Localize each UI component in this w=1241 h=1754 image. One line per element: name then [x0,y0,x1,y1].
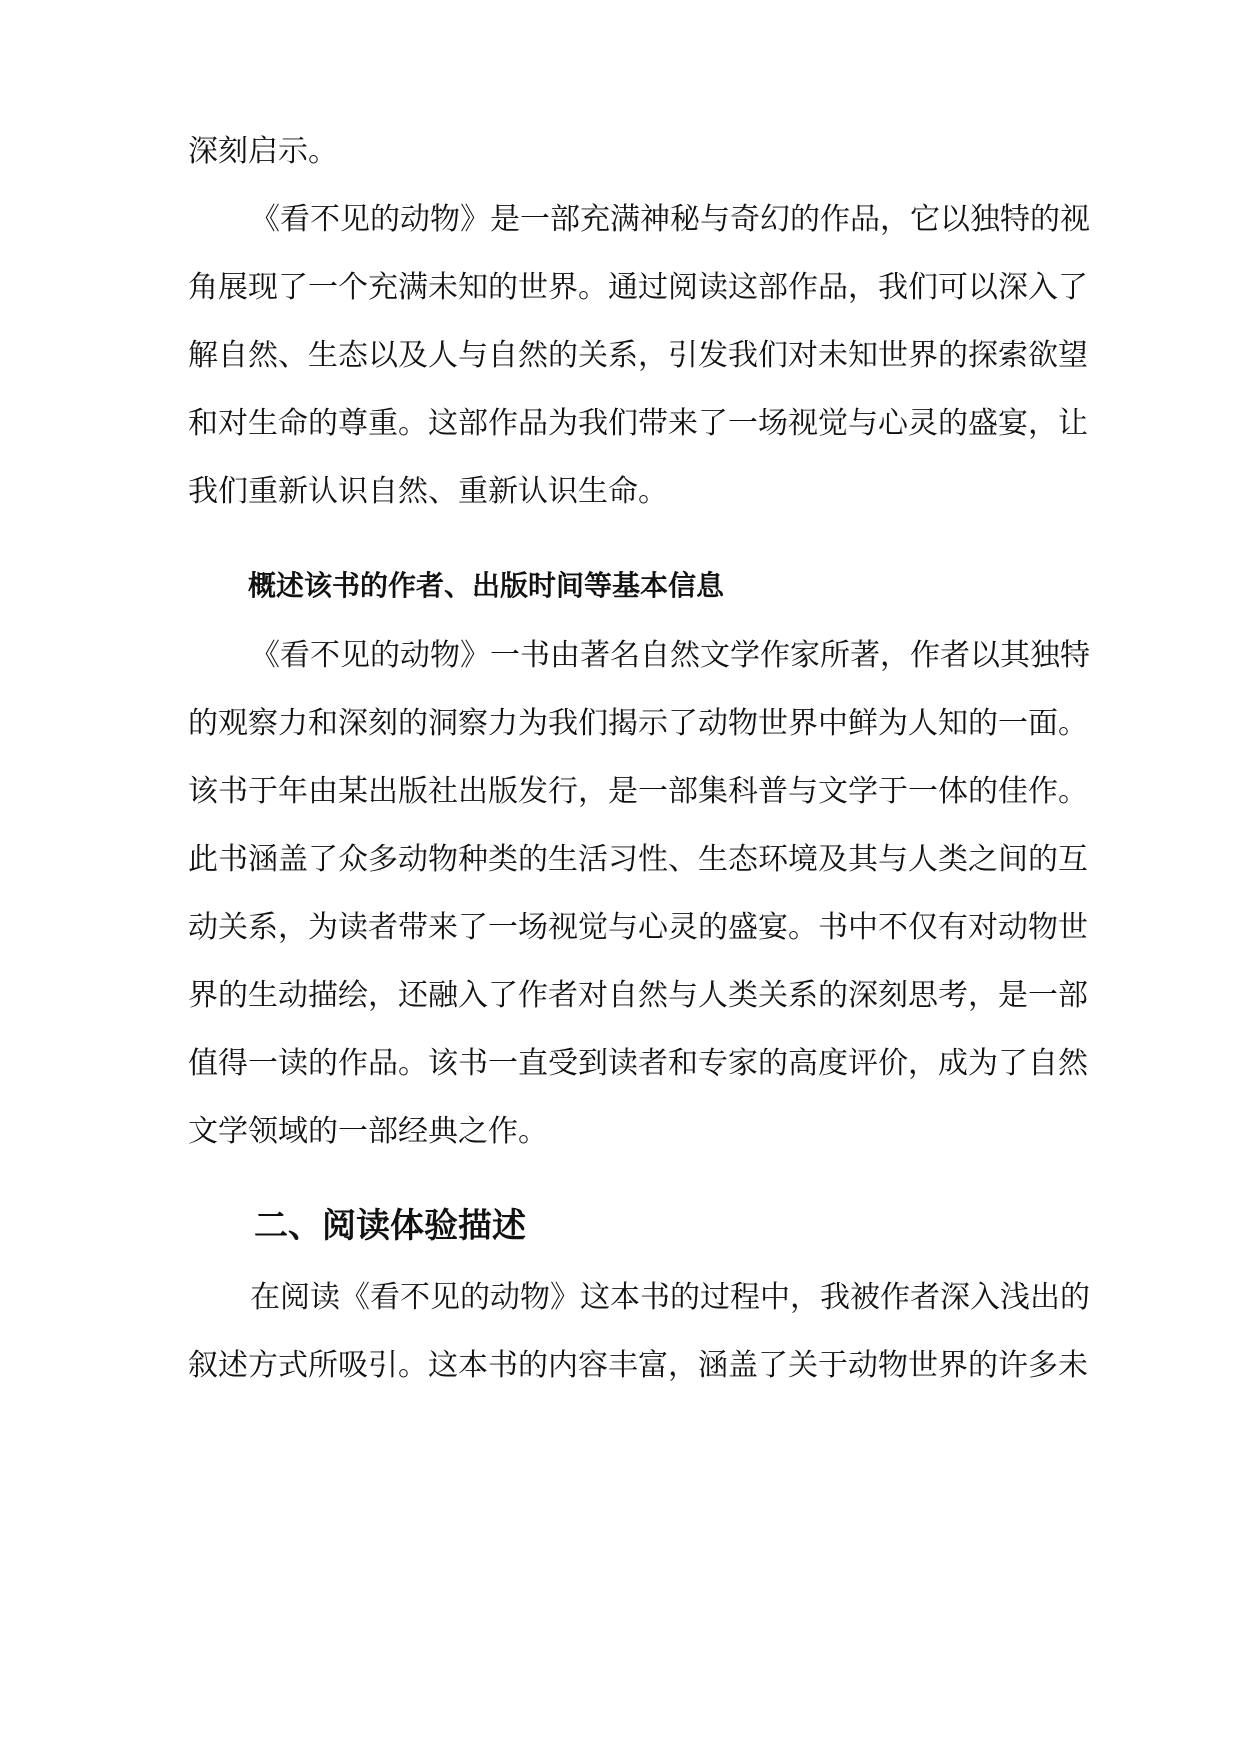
paragraph-line: 深刻启示。 [188,134,338,169]
section-subheading: 概述该书的作者、出版时间等基本信息 [248,569,725,602]
paragraph-line: 界的生动描绘，还融入了作者对自然与人类关系的深刻思考，是一部 [188,978,1088,1013]
paragraph-line: 《看不见的动物》一书由著名自然文学作家所著，作者以其独特 [250,638,1090,673]
paragraph-line: 《看不见的动物》是一部充满神秘与奇幻的作品，它以独特的视 [250,202,1090,237]
paragraph-line: 角展现了一个充满未知的世界。通过阅读这部作品，我们可以深入了 [188,270,1088,305]
paragraph-line: 在阅读《看不见的动物》这本书的过程中，我被作者深入浅出的 [250,1280,1090,1315]
paragraph-line: 文学领域的一部经典之作。 [188,1114,548,1149]
paragraph-line: 值得一读的作品。该书一直受到读者和专家的高度评价，成为了自然 [188,1046,1088,1081]
section-heading: 二、阅读体验描述 [254,1206,526,1246]
paragraph-line: 动关系，为读者带来了一场视觉与心灵的盛宴。书中不仅有对动物世 [188,910,1088,945]
paragraph-line: 此书涵盖了众多动物种类的生活习性、生态环境及其与人类之间的互 [188,842,1088,877]
paragraph-line: 和对生命的尊重。这部作品为我们带来了一场视觉与心灵的盛宴，让 [188,406,1088,441]
paragraph-line: 我们重新认识自然、重新认识生命。 [188,474,668,509]
paragraph-line: 的观察力和深刻的洞察力为我们揭示了动物世界中鲜为人知的一面。 [188,706,1088,741]
paragraph-line: 该书于年由某出版社出版发行，是一部集科普与文学于一体的佳作。 [188,774,1088,809]
paragraph-line: 解自然、生态以及人与自然的关系，引发我们对未知世界的探索欲望 [188,338,1088,373]
paragraph-line: 叙述方式所吸引。这本书的内容丰富，涵盖了关于动物世界的许多未 [188,1348,1088,1383]
